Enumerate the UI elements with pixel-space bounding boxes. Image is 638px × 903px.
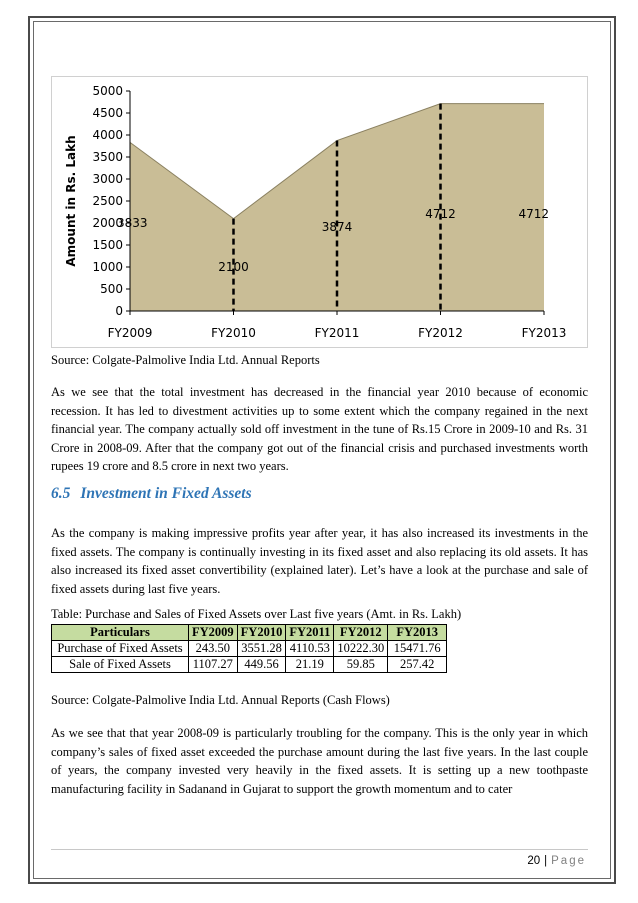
x-tick-label: FY2009 [107,326,153,340]
header-fy2011: FY2011 [286,625,334,641]
footer-divider [51,849,588,850]
y-axis-title: Amount in Rs. Lakh [64,135,78,267]
y-tick-label: 4500 [92,106,123,120]
header-fy2010: FY2010 [237,625,286,641]
paragraph-fixed-asset-analysis: As we see that that year 2008-09 is particularly troubling for the company. This is the only year in which company’s sales of fixed asset exceeded the purchase amount during the last five years. In the last couple of years, the company invested very heavily in the fixed assets. It is setting up a new toothpaste manufacturing facility in Sadanand in Gujarat to support the growth momentum and to cater [51,726,588,796]
table-cell: 243.50 [189,641,238,657]
row-label-purchase: Purchase of Fixed Assets [52,641,189,657]
page-number: 20 [527,855,541,867]
table-cell: 1107.27 [189,657,238,673]
data-label: 3833 [117,216,148,230]
table-cell: 15471.76 [388,641,447,657]
table-row [52,657,447,673]
investment-area-chart [51,76,588,348]
table-cell: 257.42 [388,657,447,673]
y-tick-label: 1500 [92,238,123,252]
x-tick-label: FY2011 [314,326,360,340]
y-tick-label: 3500 [92,150,123,164]
section-title: Investment in Fixed Assets [80,485,252,502]
data-label: 4712 [425,207,456,222]
x-tick-label: FY2012 [418,326,463,340]
data-label: 2100 [218,260,249,274]
header-fy2012: FY2012 [334,625,388,641]
table-cell: 21.19 [286,657,334,673]
paragraph-investment-trend: As we see that the total investment has decreased in the financial year 2010 because of economic recession. It has led to divestment activities up to some extent which the company regained in the next financial year. The company actually sold off investment in the tune of Rs.15 Crore in 2009-10 and Rs. 31 Crore in 2008-09. After that the company got out of the financial crisis and purchased investments worth rupees 19 crore and 8.5 crore in next two years. [51,385,588,474]
area-fill [130,104,544,311]
data-label: 3874 [321,219,353,234]
y-tick-label: 500 [100,282,123,296]
header-fy2013: FY2013 [388,625,447,641]
section-number: 6.5 [51,485,71,502]
row-label-sale: Sale of Fixed Assets [52,657,189,673]
table-cell: 449.56 [237,657,286,673]
y-tick-label: 2000 [92,216,123,230]
fixed-assets-table [51,624,447,673]
page-footer: 20 | Page [527,855,586,867]
y-tick-label: 0 [115,304,123,318]
table-header-row [52,625,447,641]
table-cell: 59.85 [334,657,388,673]
table-cell: 3551.28 [237,641,286,657]
section-heading [51,485,252,503]
table-source: Source: Colgate-Palmolive India Ltd. Annual Reports (Cash Flows) [51,693,390,707]
y-tick-label: 3000 [92,172,123,186]
header-fy2009: FY2009 [189,625,238,641]
y-tick-label: 1000 [92,260,123,274]
table-cell: 10222.30 [334,641,388,657]
table-caption: Table: Purchase and Sales of Fixed Assets over Last five years (Amt. in Rs. Lakh) [51,607,462,621]
y-tick-label: 4000 [92,128,123,142]
x-tick-label: FY2010 [211,326,256,340]
data-label: 4712 [518,207,549,222]
y-tick-label: 5000 [92,84,123,98]
chart-source: Source: Colgate-Palmolive India Ltd. Annual Reports [51,353,320,367]
paragraph-fixed-assets: As the company is making impressive profits year after year, it has also increased its investments in the fixed assets. The company is continually investing in its fixed asset and also replacing its old assets. It has also increased its fixed asset convertibility (explained later). Let’s have a look at the purchase and sale of fixed assets during last five years. [51,526,588,596]
x-tick-label: FY2013 [521,326,567,340]
y-tick-label: 2500 [92,194,123,208]
page-word: Page [551,855,586,867]
table-row [52,641,447,657]
header-particulars: Particulars [52,625,189,641]
table-cell: 4110.53 [286,641,334,657]
